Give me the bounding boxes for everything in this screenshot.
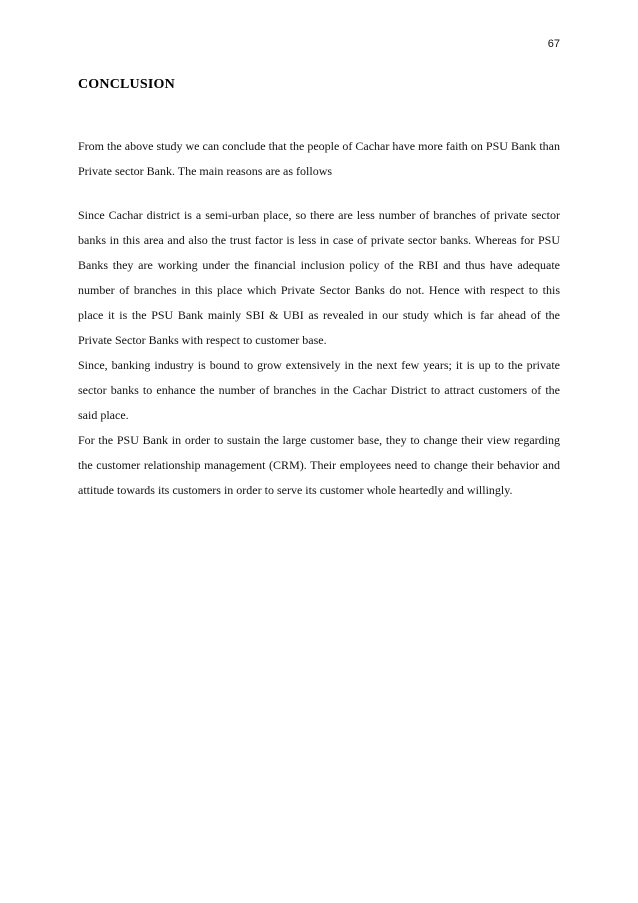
page-number: 67 [547, 38, 560, 50]
section-heading: CONCLUSION [78, 77, 175, 92]
paragraph-psu-crm [78, 428, 560, 503]
paragraph-text: From the above study we can conclude that the people of Cachar have more faith on PSU Bank than Private sector Bank. The main reasons are as follows [78, 139, 560, 178]
paragraph-intro [78, 134, 560, 184]
paragraph-private-sector-growth [78, 353, 560, 428]
paragraph-text: For the PSU Bank in order to sustain the large customer base, they to change their view regarding the customer relationship management (CRM). Their employees need to change their behavior and attitude towards its customers in order to serve its customer whole heartedly and willingly. [78, 433, 560, 497]
paragraph-text: Since Cachar district is a semi-urban place, so there are less number of branches of private sector banks in this area and also the trust factor is less in case of private sector banks. Whereas for PSU Banks they are working under the financial inclusion policy of the RBI and thus have adequate number of branches in this place which Private Sector Banks do not. Hence with respect to this place it is the PSU Bank mainly SBI & UBI as revealed in our study which is far ahead of the Private Sector Banks with respect to customer base. [78, 208, 560, 347]
paragraph-text: Since, banking industry is bound to grow extensively in the next few years; it is up to the private sector banks to enhance the number of branches in the Cachar District to attract customers of the said place. [78, 358, 560, 422]
paragraph-reason-branches [78, 203, 560, 353]
